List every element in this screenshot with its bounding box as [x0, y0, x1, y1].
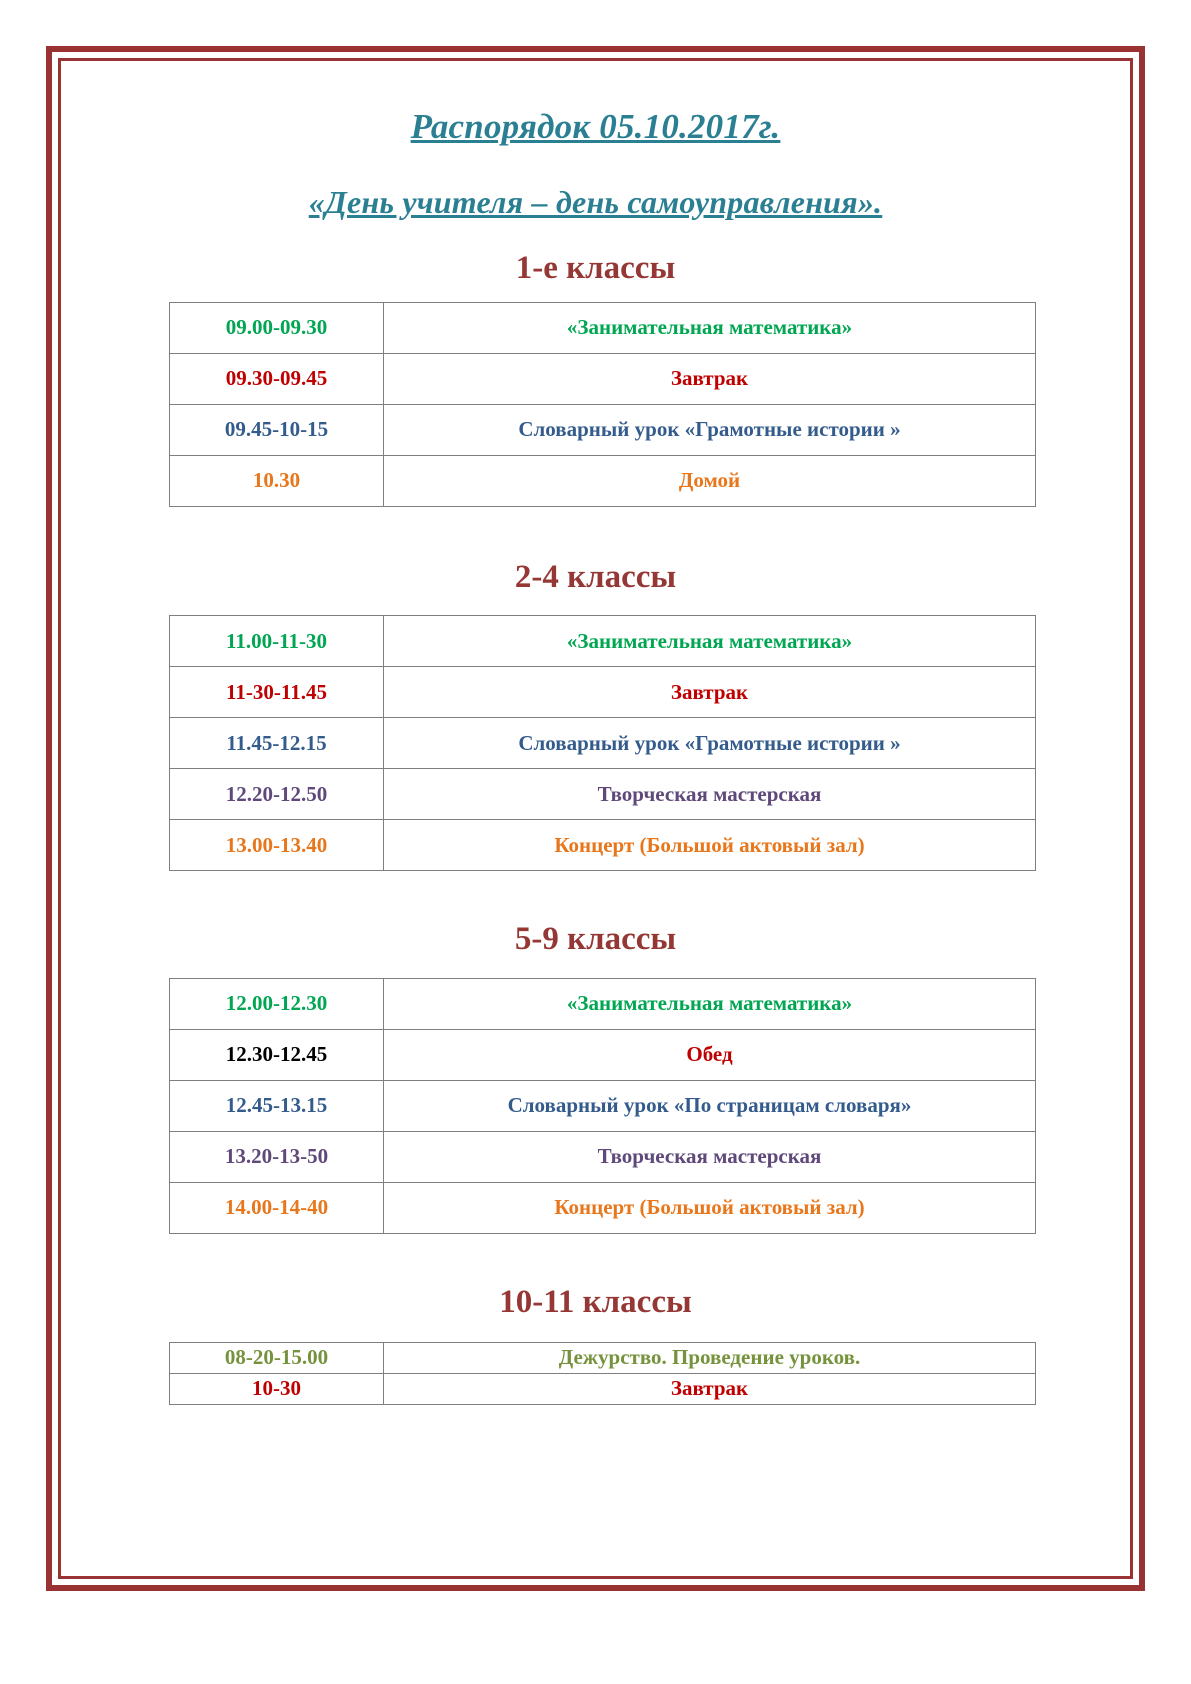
schedule-time-text: 13.00-13.40: [225, 832, 328, 857]
schedule-activity-cell: [384, 718, 1036, 769]
table-row: [170, 667, 1036, 718]
table-row: [170, 1131, 1036, 1182]
schedule-time-text: 11-30-11.45: [226, 679, 327, 704]
schedule-activity-text: «Занимательная математика»: [566, 315, 853, 340]
schedule-table-body: [170, 1342, 1036, 1404]
schedule-activity-text: Творческая мастерская: [597, 781, 822, 806]
schedule-time-cell: [170, 1373, 384, 1404]
schedule-table-grade-10-11: [169, 1342, 1036, 1405]
table-row: [170, 455, 1036, 506]
schedule-time-text: 12.30-12.45: [225, 1042, 328, 1067]
schedule-time-cell: [170, 1080, 384, 1131]
schedule-time-text: 12.00-12.30: [225, 991, 328, 1016]
schedule-table-grade-1: [169, 302, 1036, 507]
section-heading-grade-5-9: 5-9 классы: [514, 921, 677, 958]
section-heading-grade-10-11: 10-11 классы: [499, 1283, 692, 1320]
schedule-activity-cell: [384, 769, 1036, 820]
schedule-activity-cell: [384, 616, 1036, 667]
schedule-activity-text: Обед: [686, 1042, 733, 1067]
table-row: [170, 353, 1036, 404]
schedule-time-text: 11.45-12.15: [226, 730, 327, 755]
schedule-activity-cell: [384, 1029, 1036, 1080]
schedule-activity-text: Завтрак: [670, 1376, 749, 1401]
schedule-table-grade-2-4: [169, 615, 1036, 871]
schedule-time-text: 09.45-10-15: [224, 417, 329, 442]
schedule-activity-text: Завтрак: [670, 366, 749, 391]
schedule-activity-cell: [384, 353, 1036, 404]
schedule-time-cell: [170, 1131, 384, 1182]
schedule-time-text: 09.00-09.30: [225, 315, 328, 340]
schedule-time-cell: [170, 353, 384, 404]
schedule-activity-cell: [384, 1182, 1036, 1233]
schedule-activity-cell: [384, 1131, 1036, 1182]
table-row: [170, 978, 1036, 1029]
schedule-activity-cell: [384, 1373, 1036, 1404]
schedule-time-text: 14.00-14-40: [224, 1195, 329, 1220]
section-heading-grade-1: 1-е классы: [515, 249, 676, 286]
schedule-activity-text: Словарный урок «По страницам словаря»: [507, 1093, 912, 1118]
schedule-activity-text: «Занимательная математика»: [566, 991, 853, 1016]
schedule-activity-text: Концерт (Большой актовый зал): [554, 832, 865, 857]
table-row: [170, 769, 1036, 820]
schedule-time-text: 08-20-15.00: [224, 1345, 329, 1370]
schedule-time-text: 10-30: [252, 1376, 301, 1401]
schedule-activity-cell: [384, 404, 1036, 455]
schedule-time-cell: [170, 1342, 384, 1373]
schedule-activity-text: Завтрак: [670, 679, 749, 704]
schedule-table-body: [170, 616, 1036, 871]
table-row: [170, 1373, 1036, 1404]
table-row: [170, 616, 1036, 667]
schedule-activity-cell: [384, 978, 1036, 1029]
schedule-activity-cell: [384, 667, 1036, 718]
table-row: [170, 718, 1036, 769]
section-heading-grade-2-4: 2-4 классы: [514, 558, 677, 595]
document-title-secondary: «День учителя – день самоуправления».: [308, 183, 883, 220]
schedule-activity-text: Домой: [678, 468, 741, 493]
schedule-table-grade-5-9: [169, 978, 1036, 1234]
document-title-primary: Распорядок 05.10.2017г.: [410, 107, 781, 146]
schedule-time-cell: [170, 616, 384, 667]
schedule-time-cell: [170, 1182, 384, 1233]
schedule-time-text: 13.20-13-50: [224, 1144, 329, 1169]
schedule-activity-cell: [384, 455, 1036, 506]
schedule-activity-text: Дежурство. Проведение уроков.: [558, 1345, 861, 1370]
schedule-time-text: 10.30: [252, 468, 301, 493]
table-row: [170, 1080, 1036, 1131]
schedule-time-cell: [170, 718, 384, 769]
table-row: [170, 1342, 1036, 1373]
schedule-activity-text: «Занимательная математика»: [566, 628, 853, 653]
schedule-activity-cell: [384, 1080, 1036, 1131]
schedule-activity-cell: [384, 1342, 1036, 1373]
schedule-time-text: 11.00-11-30: [226, 628, 327, 653]
schedule-activity-cell: [384, 302, 1036, 353]
table-row: [170, 404, 1036, 455]
schedule-activity-text: Словарный урок «Грамотные истории »: [518, 730, 901, 755]
table-row: [170, 302, 1036, 353]
schedule-table-body: [170, 978, 1036, 1233]
table-row: [170, 1182, 1036, 1233]
schedule-time-text: 12.45-13.15: [225, 1093, 328, 1118]
schedule-activity-cell: [384, 820, 1036, 871]
schedule-time-cell: [170, 769, 384, 820]
schedule-table-body: [170, 302, 1036, 506]
schedule-time-cell: [170, 667, 384, 718]
schedule-time-cell: [170, 302, 384, 353]
schedule-activity-text: Творческая мастерская: [597, 1144, 822, 1169]
table-row: [170, 1029, 1036, 1080]
schedule-time-cell: [170, 1029, 384, 1080]
schedule-time-cell: [170, 820, 384, 871]
schedule-time-text: 09.30-09.45: [225, 366, 328, 391]
schedule-time-text: 12.20-12.50: [225, 781, 328, 806]
schedule-activity-text: Концерт (Большой актовый зал): [554, 1195, 865, 1220]
schedule-activity-text: Словарный урок «Грамотные истории »: [518, 417, 901, 442]
schedule-time-cell: [170, 978, 384, 1029]
schedule-time-cell: [170, 404, 384, 455]
schedule-time-cell: [170, 455, 384, 506]
table-row: [170, 820, 1036, 871]
